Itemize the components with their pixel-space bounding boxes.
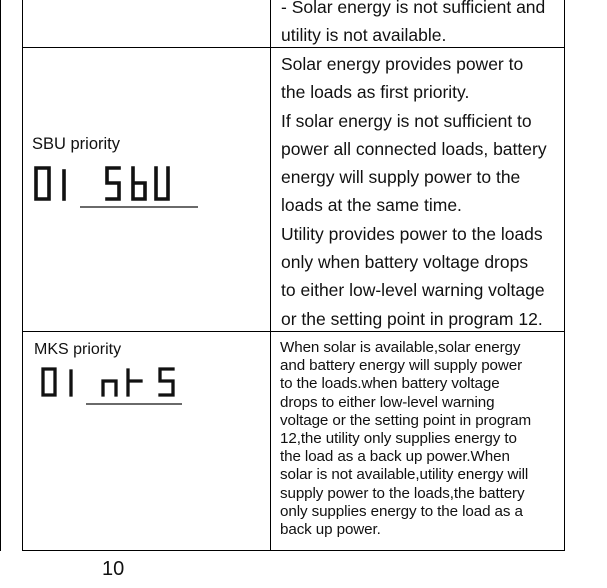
description-line: to either low-level warning voltage <box>281 280 545 301</box>
description-line: to the loads.when battery voltage <box>280 375 500 393</box>
page-left-border <box>0 0 1 551</box>
description-line: supply power to the loads,the battery <box>280 484 525 502</box>
description-line: utility is not available. <box>281 25 447 46</box>
description-line: drops to either low-level warning <box>280 393 495 411</box>
sbu-priority-label: SBU priority <box>32 135 121 153</box>
lcd-sbu-graphic <box>32 164 202 212</box>
description-line: voltage or the setting point in program <box>280 411 532 429</box>
table-bottom-border <box>22 550 565 551</box>
description-line: back up power. <box>280 521 381 539</box>
description-line: solar is not available,utility energy will <box>280 466 529 484</box>
mks-lcd-display <box>40 365 190 409</box>
description-line: the loads as first priority. <box>281 82 470 103</box>
sbu-description <box>281 50 566 333</box>
description-line: - Solar energy is not sufficient and <box>281 0 546 17</box>
settings-table <box>22 0 565 551</box>
table-left-border <box>22 0 23 551</box>
description-line: Solar energy provides power to <box>281 54 524 74</box>
description-line: or the setting point in program 12. <box>281 308 543 329</box>
description-line: only when battery voltage drops <box>281 252 529 273</box>
description-line: loads at the same time. <box>281 195 462 216</box>
description-line: power all connected loads, battery <box>281 138 547 159</box>
description-line: the load as a back up power.When <box>280 448 510 466</box>
description-line: When solar is available,solar energy <box>280 339 521 356</box>
description-line: only supplies energy to the load as a <box>280 502 523 520</box>
description-line: If solar energy is not sufficient to <box>281 110 532 131</box>
mks-priority-label: MKS priority <box>34 341 122 358</box>
sbu-lcd-display <box>32 164 202 212</box>
page-number: 10 <box>102 558 125 580</box>
row-0-description <box>281 0 561 50</box>
description-line: 12,the utility only supplies energy to <box>280 430 517 448</box>
description-line: energy will supply power to the <box>281 167 521 188</box>
description-line: and battery energy will supply power <box>280 357 523 375</box>
mks-description <box>280 339 570 539</box>
column-divider <box>270 0 271 551</box>
description-line: Utility provides power to the loads <box>281 223 543 244</box>
lcd-mks-graphic <box>40 365 190 409</box>
